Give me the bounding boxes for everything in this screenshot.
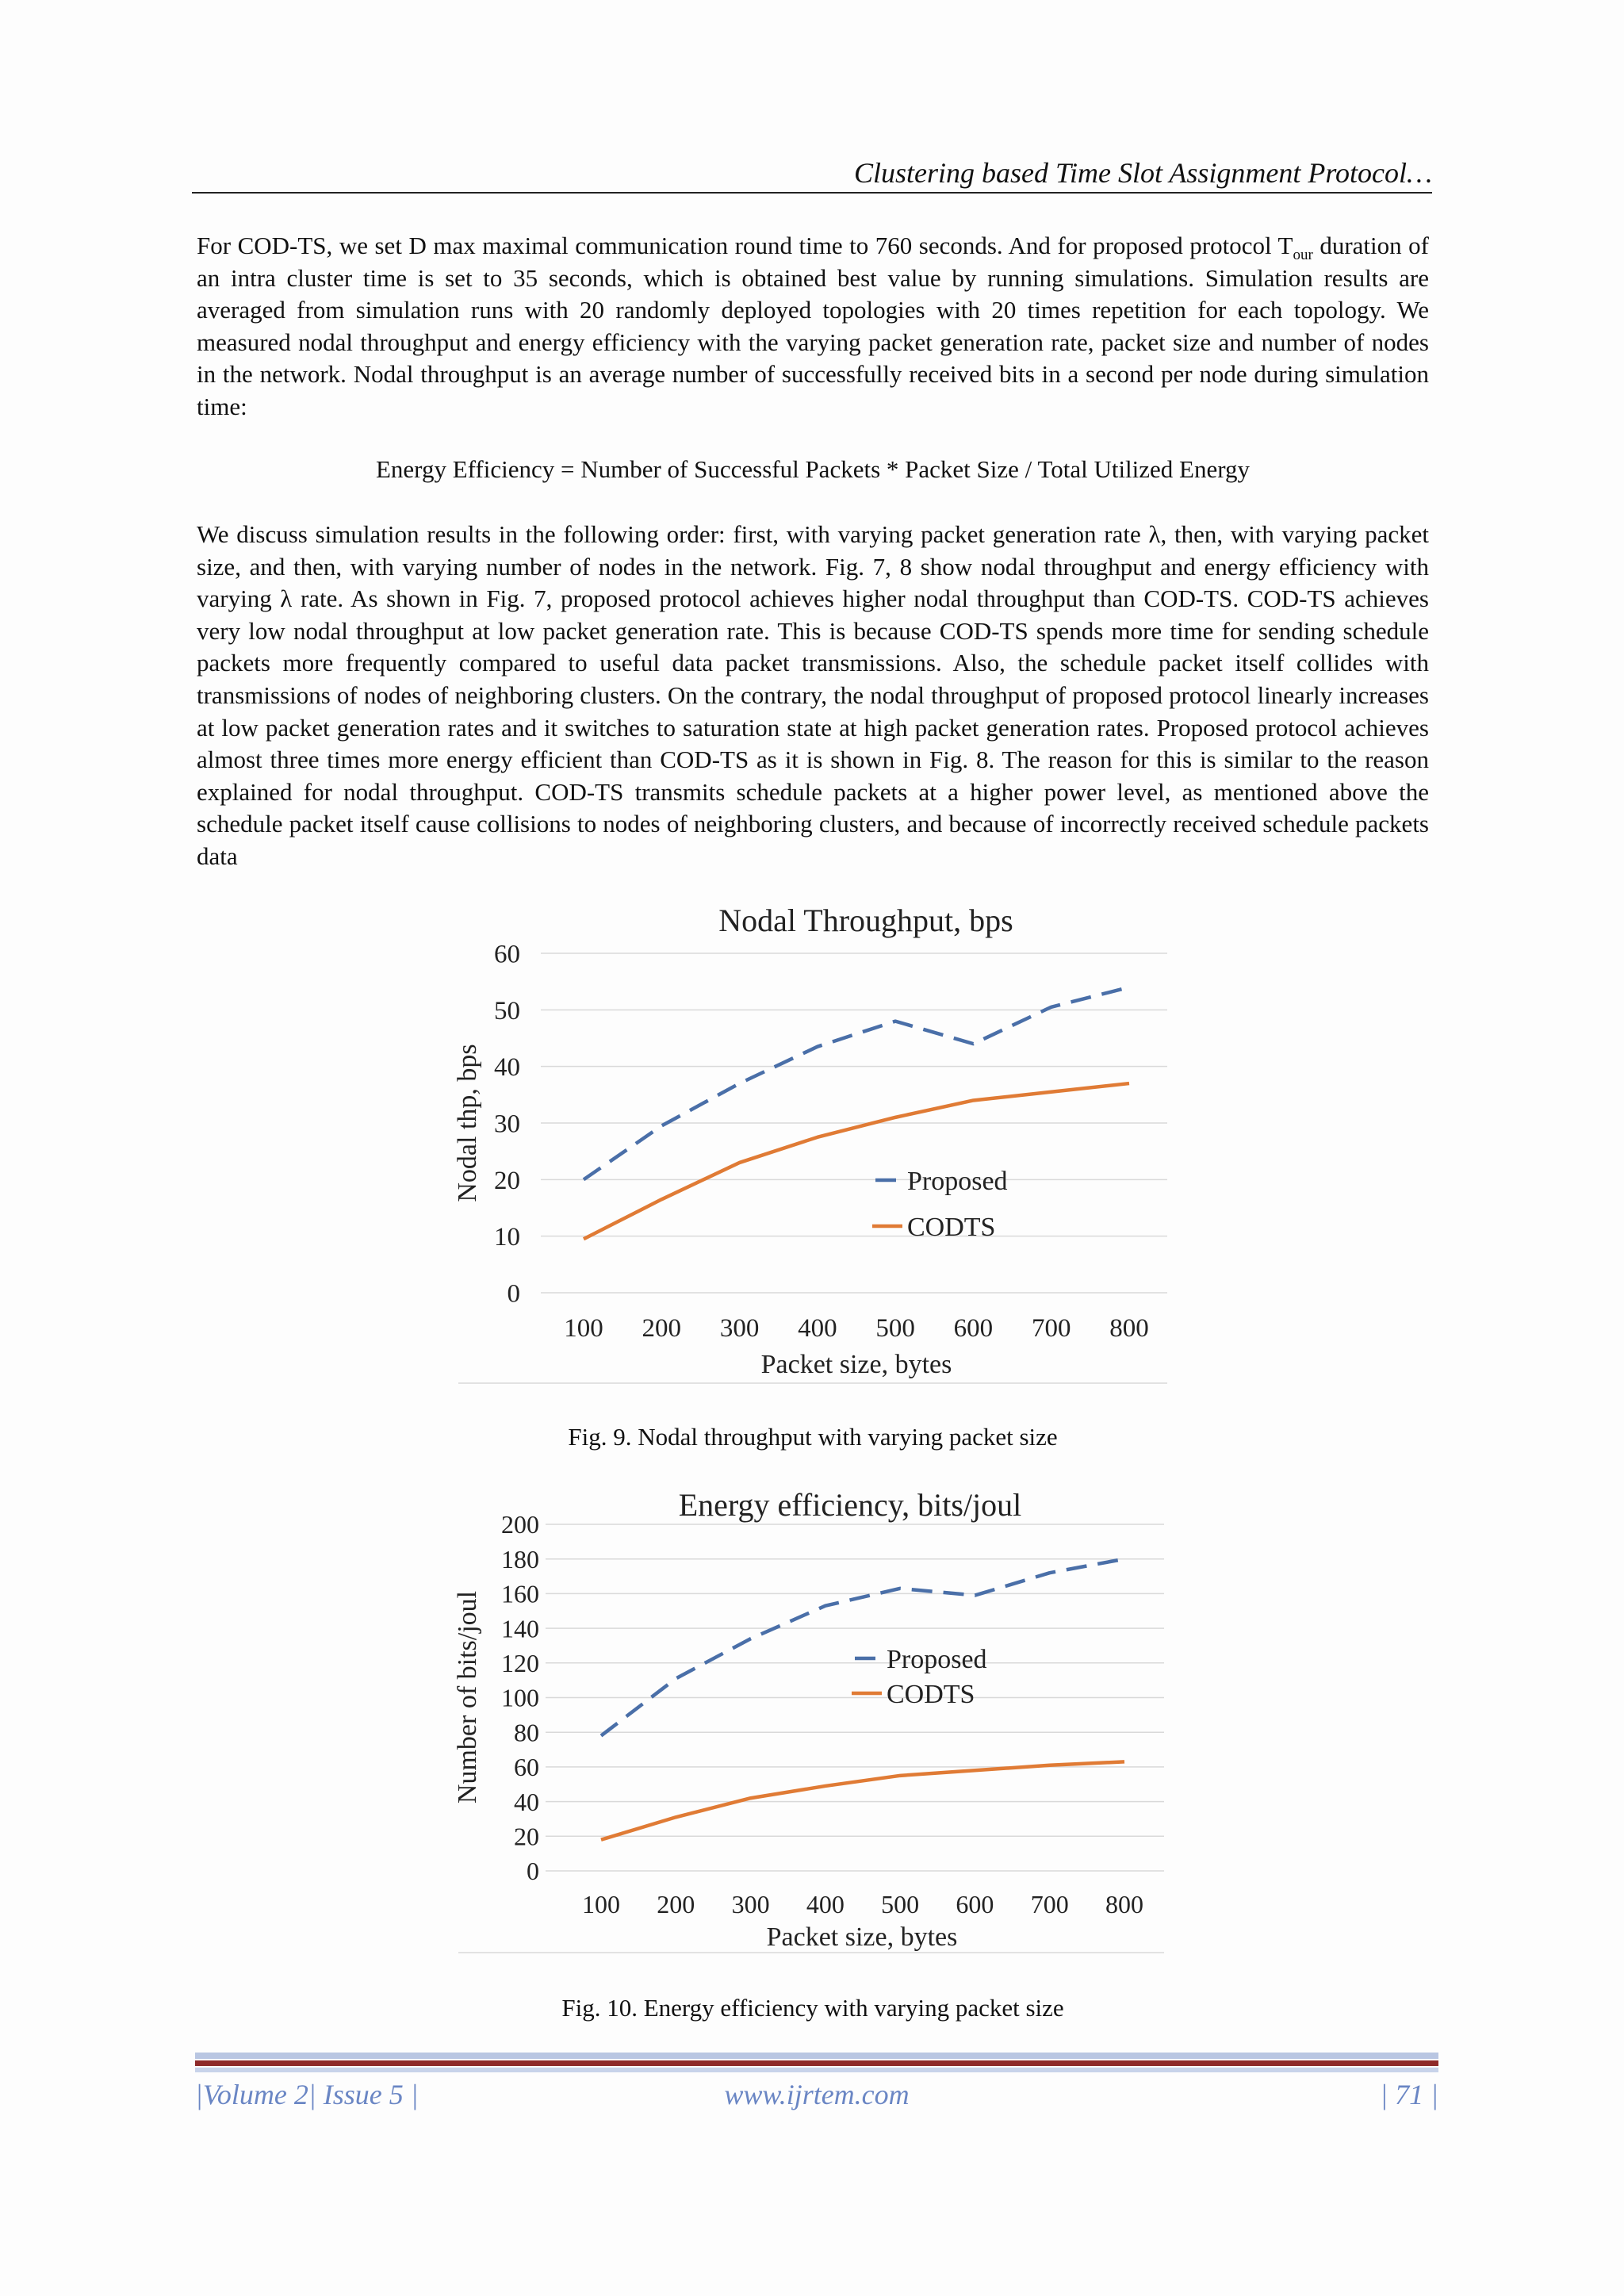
- x-tick-label: 700: [1031, 1314, 1071, 1343]
- legend-label-proposed: Proposed: [907, 1166, 1008, 1196]
- legend-label-codts: CODTS: [907, 1212, 996, 1242]
- x-tick-label: 600: [953, 1314, 994, 1343]
- y-tick-label: 40: [514, 1787, 539, 1816]
- chart-title: Energy efficiency, bits/joul: [678, 1487, 1022, 1523]
- paragraph-2: We discuss simulation results in the following order: first, with varying packet generation rate λ, then, with varying packet size, and then, with varying number of nodes in the network. Fig. 7, 8 show nodal throughput and energy efficiency with varying λ rate. As shown in Fig. 7, proposed protocol achieves higher nodal throughput than COD-TS. COD-TS achieves very low nodal throughput at low packet generation rate. This is because COD-TS spends more time for sending schedule packets more frequently compared to useful data packet transmissions. Also, the schedule packet itself collides with transmissions of nodes of neighboring clusters. On the contrary, the nodal throughput of proposed protocol linearly increases at low packet generation rates and it switches to saturation state at high packet generation rates. Proposed protocol achieves almost three times more energy efficient than COD-TS as it is shown in Fig. 8. The reason for this is similar to the reason explained for nodal throughput. COD-TS transmits schedule packets at a higher power level, as mentioned above the schedule packet itself cause collisions to nodes of neighboring clusters, and because of incorrectly received schedule packets data: [197, 520, 1429, 870]
- figure-9-caption: Fig. 9. Nodal throughput with varying packet size: [568, 1423, 1058, 1451]
- paragraph-1-part-1: For COD-TS, we set D max maximal communication round time to 760 seconds. And for proposed protocol T: [197, 232, 1293, 259]
- figure-10-chart: [452, 1479, 1174, 1955]
- figure-10-caption: Fig. 10. Energy efficiency with varying packet size: [561, 1994, 1064, 2022]
- header-rule: [192, 192, 1432, 194]
- x-tick-label: 300: [719, 1314, 760, 1343]
- y-tick-label: 160: [501, 1579, 539, 1608]
- y-axis-label: Nodal thp, bps: [453, 1044, 482, 1202]
- y-tick-label: 60: [514, 1753, 539, 1782]
- y-tick-label: 20: [514, 1822, 539, 1851]
- footer-page-number: | 71 |: [1380, 2079, 1438, 2110]
- y-tick-label: 20: [494, 1166, 520, 1195]
- figure-9-chart: [452, 895, 1174, 1386]
- t-our-subscript: our: [1293, 247, 1313, 264]
- x-axis-label: Packet size, bytes: [766, 1922, 958, 1952]
- footer-rule-bottom: [195, 2068, 1438, 2072]
- series-line-proposed: [601, 1559, 1124, 1736]
- figure-10-svg: [452, 1479, 1174, 1955]
- x-tick-label: 400: [806, 1890, 845, 1918]
- footer-volume-issue: |Volume 2| Issue 5 |: [195, 2079, 419, 2110]
- energy-efficiency-formula: Energy Efficiency = Number of Successful Packets * Packet Size / Total Utilized Energy: [375, 455, 1251, 483]
- y-tick-label: 0: [527, 1857, 539, 1886]
- x-tick-label: 200: [657, 1890, 695, 1918]
- x-tick-label: 300: [731, 1890, 770, 1918]
- x-tick-label: 800: [1105, 1890, 1143, 1918]
- y-tick-label: 0: [507, 1279, 520, 1309]
- y-tick-label: 60: [494, 940, 520, 969]
- figure-9-svg: [452, 895, 1174, 1386]
- footer-website: www.ijrtem.com: [724, 2079, 910, 2110]
- y-tick-label: 50: [494, 996, 520, 1025]
- paragraph-1-part-2: duration of an intra cluster time is set to 35 seconds, which is obtained best value by running simulations. Simulation results are averaged from simulation runs with 20 randomly deployed topologies with 20 times repetition for each topology. We measured nodal throughput and energy efficiency with the varying packet generation rate, packet size and number of nodes in the network. Nodal throughput is an average number of successfully received bits in a second per node during simulation time:: [197, 232, 1429, 420]
- footer-rule-top: [195, 2053, 1438, 2059]
- y-tick-label: 40: [494, 1053, 520, 1083]
- x-tick-label: 500: [881, 1890, 920, 1918]
- y-tick-label: 10: [494, 1223, 520, 1252]
- series-line-codts: [601, 1761, 1124, 1839]
- chart-title: Nodal Throughput, bps: [718, 903, 1013, 938]
- x-tick-label: 500: [875, 1314, 915, 1343]
- y-tick-label: 140: [501, 1614, 539, 1643]
- y-axis-label: Number of bits/joul: [453, 1590, 482, 1804]
- x-tick-label: 100: [582, 1890, 620, 1918]
- x-tick-label: 700: [1030, 1890, 1069, 1918]
- y-tick-label: 180: [501, 1544, 539, 1573]
- y-tick-label: 80: [514, 1718, 539, 1747]
- legend-label-codts: CODTS: [887, 1679, 975, 1709]
- x-tick-label: 600: [956, 1890, 994, 1918]
- series-line-codts: [584, 1083, 1129, 1239]
- legend-label-proposed: Proposed: [887, 1644, 987, 1674]
- x-tick-label: 200: [642, 1314, 682, 1343]
- y-tick-label: 100: [501, 1683, 539, 1712]
- x-axis-label: Packet size, bytes: [760, 1350, 952, 1379]
- y-tick-label: 30: [494, 1110, 520, 1139]
- y-tick-label: 120: [501, 1649, 539, 1677]
- running-header: Clustering based Time Slot Assignment Protocol…: [853, 157, 1432, 189]
- paragraph-1: [197, 230, 1429, 424]
- footer-rule-middle: [195, 2060, 1438, 2066]
- series-line-proposed: [584, 987, 1129, 1180]
- x-tick-label: 800: [1109, 1314, 1149, 1343]
- y-tick-label: 200: [501, 1510, 539, 1539]
- x-tick-label: 100: [564, 1314, 603, 1343]
- x-tick-label: 400: [798, 1314, 837, 1343]
